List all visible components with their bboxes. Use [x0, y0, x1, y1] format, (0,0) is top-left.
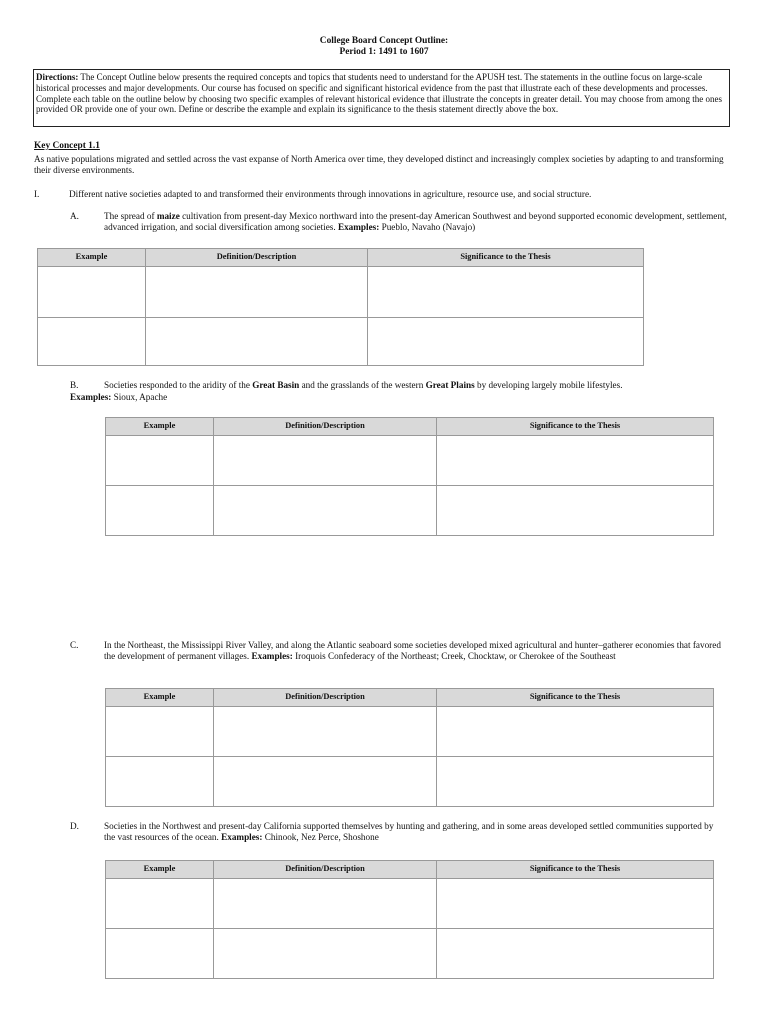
section-a-text — [104, 211, 728, 233]
significance-cell[interactable] — [437, 757, 714, 807]
section-d-text — [104, 821, 724, 843]
example-cell[interactable] — [106, 436, 214, 486]
section-c-text — [104, 640, 734, 662]
section-b-examples-line — [70, 392, 730, 403]
key-concept-text: As native populations migrated and settled across the vast expanse of North America over time, they developed distinct and increasingly complex societies by adapting to and transforming their diverse environments. — [34, 154, 724, 175]
example-cell[interactable] — [106, 757, 214, 807]
definition-header: Definition/Description — [214, 861, 437, 879]
directions-text: The Concept Outline below presents the required concepts and topics that students need to understand for the APUSH test. The statements in the outline focus on large-scale historical processes and major developments. Our course has focused on specific and significant historical evidence from the past that illustrate each of these developments and processes. Complete each table on the outline below by choosing two specific examples of relevant historical evidence that illustrate the concepts in greater detail. You may choose from among the ones provided OR provide one of your own. Define or describe the example and explain its significance to the thesis statement directly above the box. — [36, 72, 723, 115]
definition-cell[interactable] — [214, 929, 437, 979]
document-title: College Board Concept Outline: — [319, 36, 449, 46]
definition-cell[interactable] — [214, 879, 437, 929]
example-header: Example — [106, 418, 214, 436]
example-cell[interactable] — [38, 318, 146, 366]
significance-cell[interactable] — [437, 879, 714, 929]
significance-cell[interactable] — [437, 707, 714, 757]
section-c-examples-label: Examples: — [251, 651, 293, 662]
section-d-body: Societies in the Northwest and present-day California supported themselves by hunting and gathering, and in some areas developed settled communities supported by the vast resources of the ocean. — [104, 821, 714, 843]
section-a-examples: Pueblo, Navaho (Navajo) — [379, 222, 476, 233]
section-c-table — [105, 688, 714, 807]
significance-header: Significance to the Thesis — [368, 249, 644, 267]
example-header: Example — [106, 689, 214, 707]
significance-cell[interactable] — [437, 929, 714, 979]
definition-header: Definition/Description — [214, 689, 437, 707]
section-b-examples-label: Examples: — [70, 392, 112, 402]
example-cell[interactable] — [106, 879, 214, 929]
section-c-examples: Iroquois Confederacy of the Northeast; Creek, Chocktaw, or Cherokee of the Southeast — [292, 651, 616, 662]
definition-cell[interactable] — [214, 486, 437, 536]
section-b-bold-great-plains: Great Plains — [425, 380, 475, 390]
example-cell[interactable] — [106, 486, 214, 536]
section-d-table — [105, 860, 714, 979]
definition-cell[interactable] — [146, 318, 368, 366]
definition-header: Definition/Description — [146, 249, 368, 267]
section-a-mid: cultivation from present-day Mexico northward into the present-day American Southwest and beyond supported economic development, settlement, advanced irrigation, and social diversification among societies. — [104, 211, 727, 233]
example-cell[interactable] — [106, 707, 214, 757]
section-b-post: by developing largely mobile lifestyles. — [474, 380, 623, 390]
directions-label: Directions: — [36, 72, 79, 82]
section-d-examples-label: Examples: — [221, 832, 263, 843]
definition-cell[interactable] — [214, 436, 437, 486]
key-concept-heading: Key Concept 1.1 — [34, 141, 100, 151]
significance-cell[interactable] — [368, 267, 644, 318]
section-a-pre: The spread of — [104, 211, 157, 221]
definition-cell[interactable] — [146, 267, 368, 318]
period-subtitle: Period 1: 1491 to 1607 — [339, 47, 429, 57]
section-a-letter: A. — [70, 211, 79, 221]
section-d-letter: D. — [70, 821, 79, 831]
section-b-text — [104, 380, 730, 391]
section-d-examples: Chinook, Nez Perce, Shoshone — [262, 832, 379, 843]
section-a-table — [37, 248, 644, 366]
example-cell[interactable] — [106, 929, 214, 979]
roman-statement: Different native societies adapted to and transformed their environments through innovations in agriculture, resource use, and social structure. — [69, 189, 592, 199]
significance-cell[interactable] — [437, 486, 714, 536]
significance-header: Significance to the Thesis — [437, 689, 714, 707]
section-b-pre: Societies responded to the aridity of the — [104, 380, 253, 390]
directions-box — [33, 69, 730, 127]
definition-cell[interactable] — [214, 707, 437, 757]
roman-numeral: I. — [34, 189, 40, 199]
section-b-mid: and the grasslands of the western — [299, 380, 426, 390]
significance-header: Significance to the Thesis — [437, 861, 714, 879]
section-c-letter: C. — [70, 640, 79, 650]
section-a-examples-label: Examples: — [337, 222, 380, 233]
definition-cell[interactable] — [214, 757, 437, 807]
section-b-letter: B. — [70, 380, 79, 390]
section-c-body: In the Northeast, the Mississippi River Valley, and along the Atlantic seaboard some societies developed mixed agricultural and hunter–gatherer economies that favored the development of permanent villages. — [104, 640, 721, 662]
significance-cell[interactable] — [437, 436, 714, 486]
example-cell[interactable] — [38, 267, 146, 318]
section-b-bold-great-basin: Great Basin — [252, 380, 300, 390]
significance-cell[interactable] — [368, 318, 644, 366]
significance-header: Significance to the Thesis — [437, 418, 714, 436]
example-header: Example — [38, 249, 146, 267]
section-b-table — [105, 417, 714, 536]
section-a-bold-maize: maize — [156, 211, 180, 221]
definition-header: Definition/Description — [214, 418, 437, 436]
section-b-examples: Sioux, Apache — [111, 392, 168, 402]
example-header: Example — [106, 861, 214, 879]
